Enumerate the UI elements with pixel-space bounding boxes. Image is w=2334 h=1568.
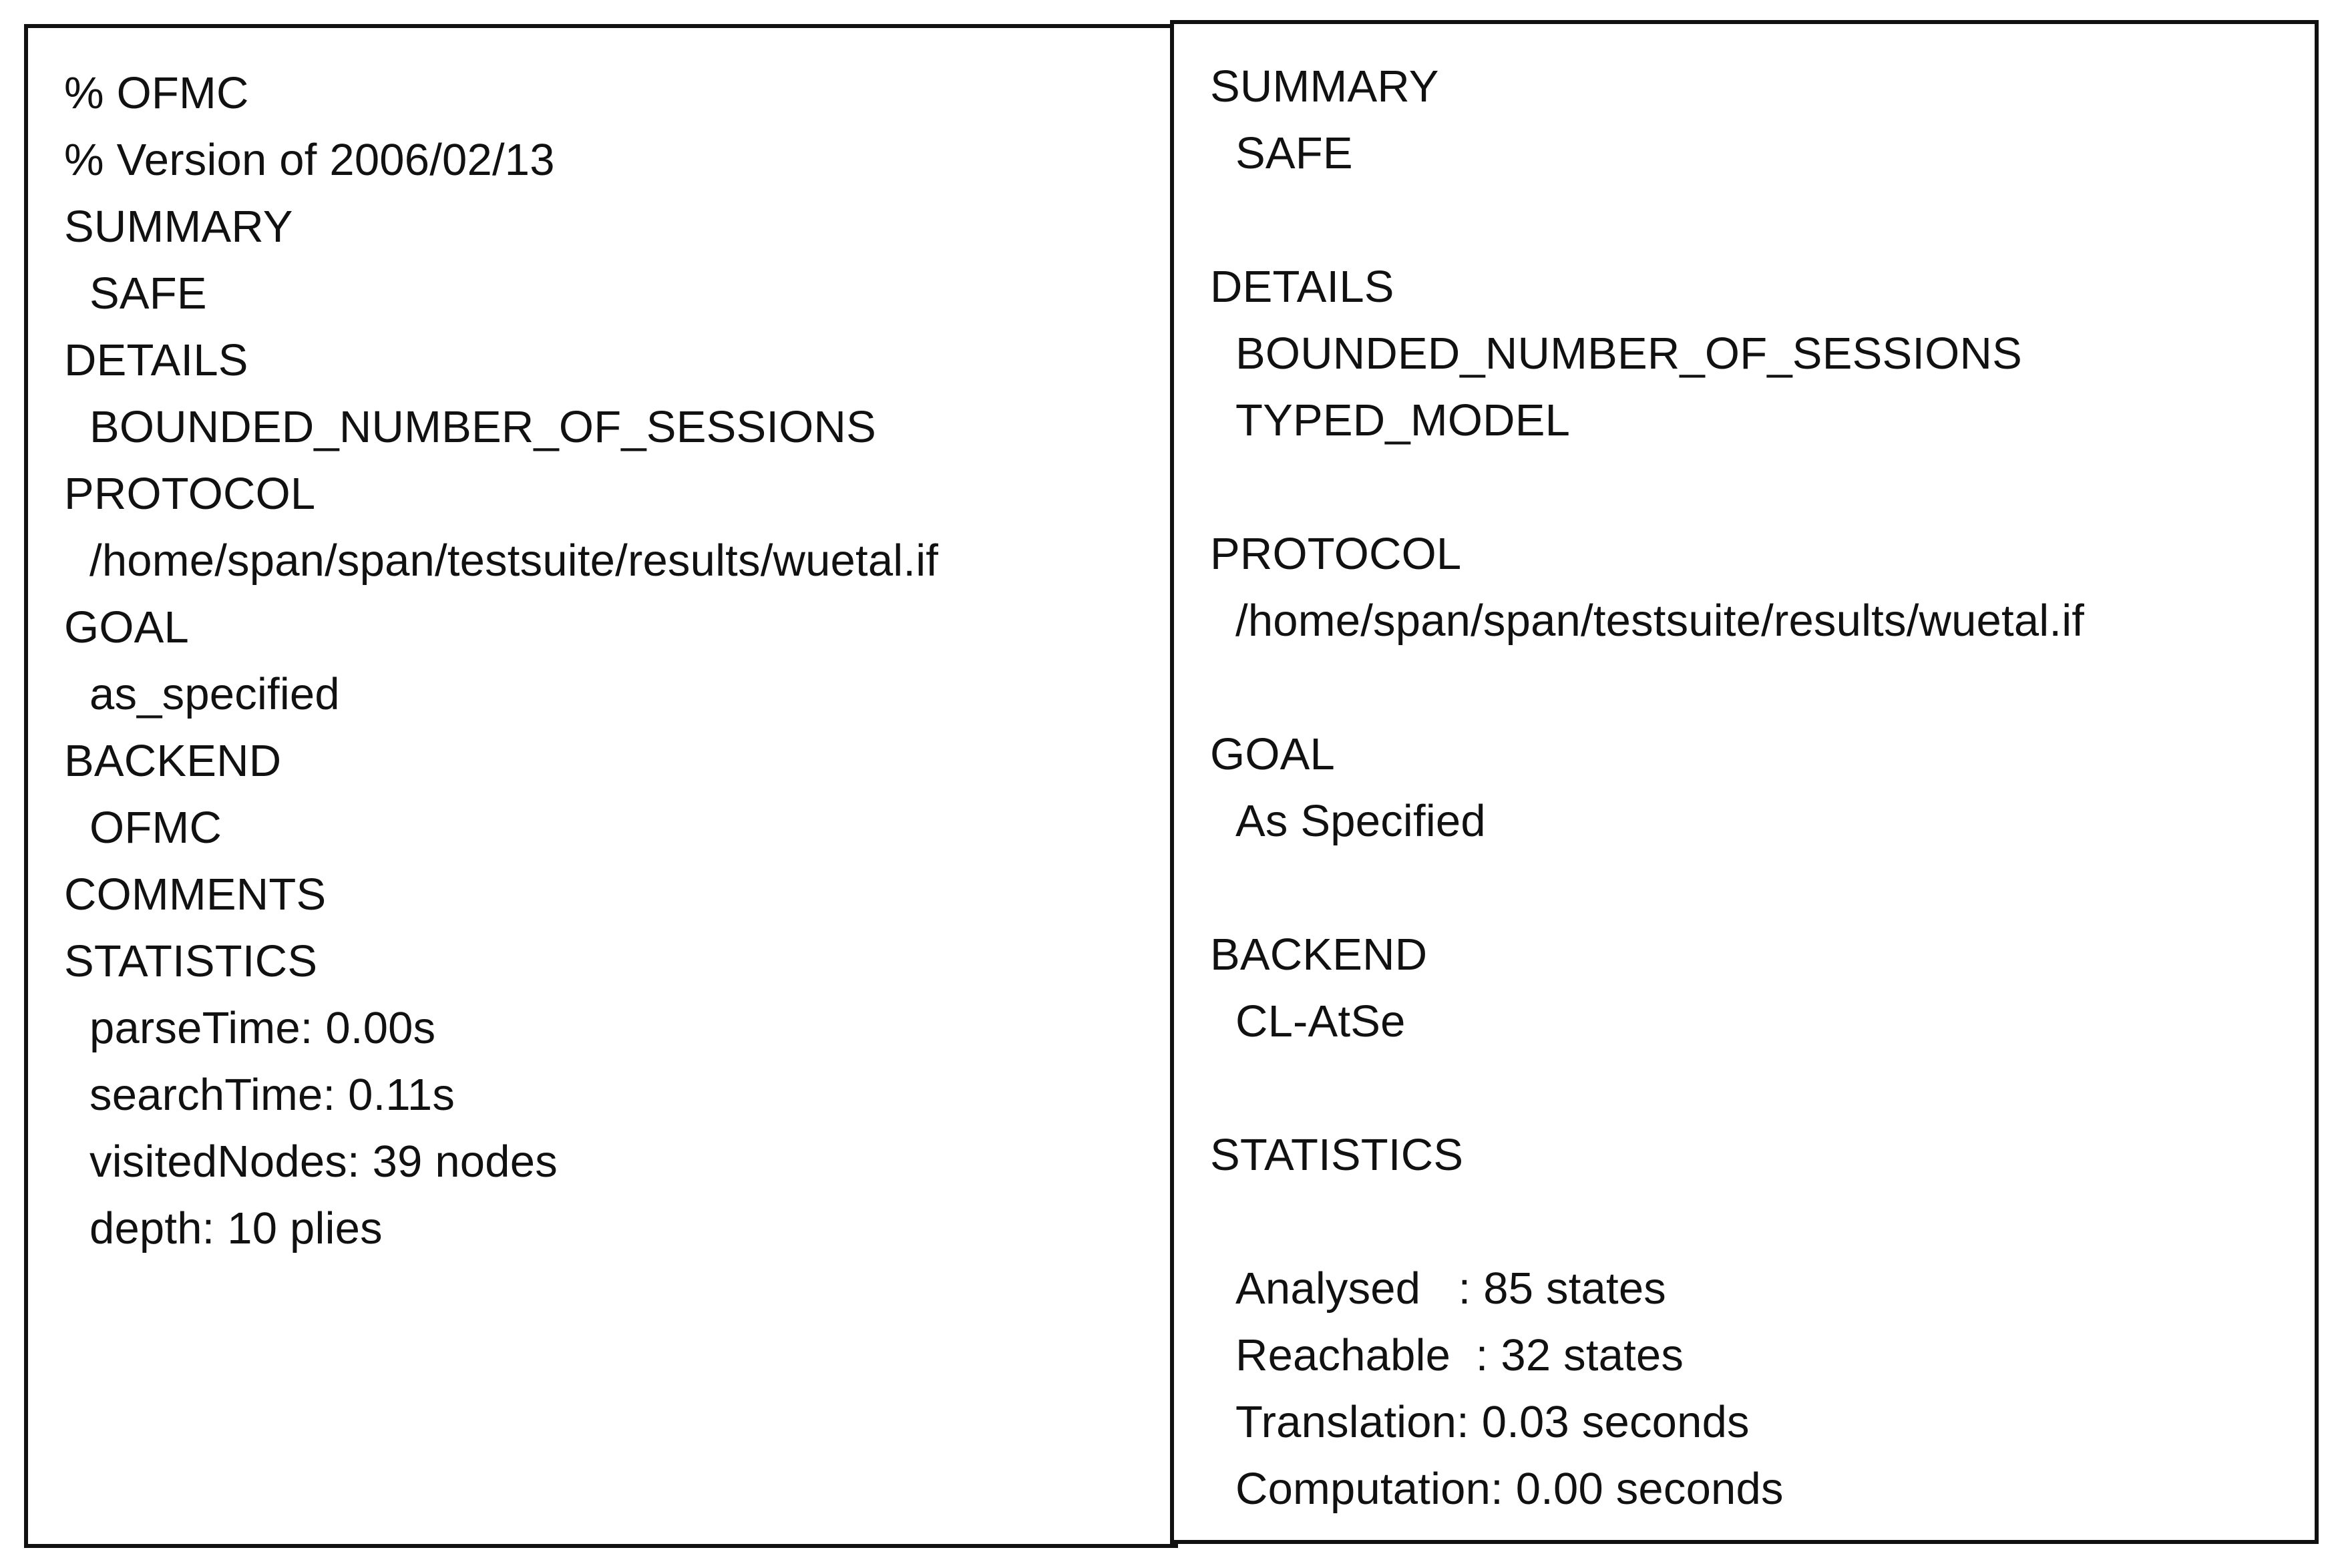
output-line: Computation: 0.00 seconds bbox=[1235, 1464, 1784, 1514]
output-line: TYPED_MODEL bbox=[1235, 395, 1571, 445]
output-line: Analysed : 85 states bbox=[1235, 1263, 1666, 1314]
output-line: DETAILS bbox=[64, 335, 248, 385]
output-line: CL-AtSe bbox=[1235, 996, 1406, 1046]
output-line: SUMMARY bbox=[64, 202, 293, 252]
output-line: OFMC bbox=[89, 803, 222, 853]
output-line: COMMENTS bbox=[64, 869, 327, 920]
output-line: as_specified bbox=[89, 669, 340, 719]
output-line: Reachable : 32 states bbox=[1235, 1330, 1684, 1380]
blank-line bbox=[1210, 855, 2084, 922]
output-line: As Specified bbox=[1235, 796, 1486, 846]
output-line: SUMMARY bbox=[1210, 61, 1439, 112]
output-line: PROTOCOL bbox=[64, 469, 316, 519]
output-line: BACKEND bbox=[1210, 930, 1428, 980]
output-line: parseTime: 0.00s bbox=[89, 1003, 436, 1053]
blank-line bbox=[1210, 1055, 2084, 1122]
output-line: /home/span/span/testsuite/results/wuetal.if bbox=[1235, 596, 2085, 646]
output-line: % OFMC bbox=[64, 68, 249, 118]
output-line: PROTOCOL bbox=[1210, 529, 1462, 579]
output-line: Translation: 0.03 seconds bbox=[1235, 1397, 1750, 1447]
blank-line bbox=[1210, 654, 2084, 721]
blank-line bbox=[1210, 454, 2084, 521]
ofmc-output-panel bbox=[24, 24, 1178, 1548]
output-line: SAFE bbox=[89, 268, 207, 319]
output-line: visitedNodes: 39 nodes bbox=[89, 1137, 558, 1187]
output-line: searchTime: 0.11s bbox=[89, 1070, 455, 1120]
ofmc-output-lines bbox=[64, 60, 938, 1262]
output-line: % Version of 2006/02/13 bbox=[64, 135, 555, 185]
output-line: STATISTICS bbox=[64, 936, 318, 986]
blank-line bbox=[1210, 1189, 2084, 1255]
output-line: BACKEND bbox=[64, 736, 282, 786]
output-line: BOUNDED_NUMBER_OF_SESSIONS bbox=[89, 402, 876, 452]
output-line: /home/span/span/testsuite/results/wuetal.if bbox=[89, 536, 939, 586]
output-line: DETAILS bbox=[1210, 262, 1394, 312]
output-line: STATISTICS bbox=[1210, 1130, 1464, 1180]
cl-atse-output-lines bbox=[1210, 53, 2084, 1523]
blank-line bbox=[1210, 187, 2084, 254]
output-line: SAFE bbox=[1235, 128, 1353, 178]
output-line: GOAL bbox=[1210, 729, 1335, 779]
output-line: depth: 10 plies bbox=[89, 1203, 383, 1253]
output-line: BOUNDED_NUMBER_OF_SESSIONS bbox=[1235, 329, 2022, 379]
cl-atse-output-panel bbox=[1170, 20, 2319, 1544]
output-line: GOAL bbox=[64, 602, 189, 652]
